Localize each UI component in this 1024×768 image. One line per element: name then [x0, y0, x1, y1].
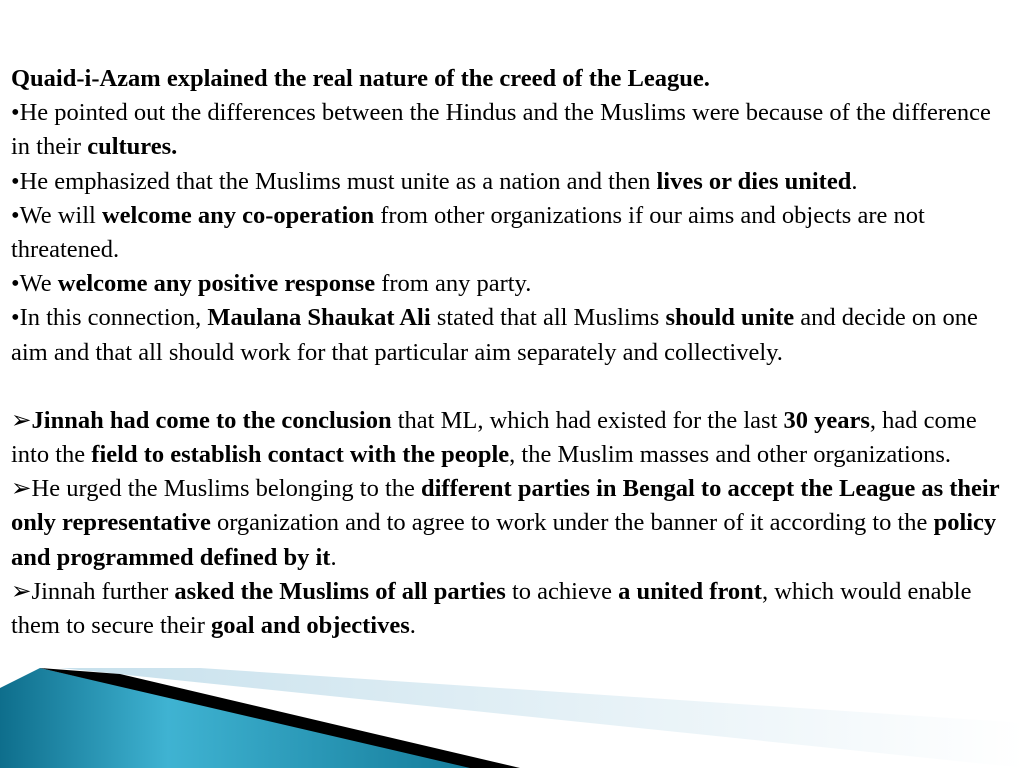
bullet-dot-icon: •: [11, 304, 20, 332]
body-text: He urged the Muslims belonging to the: [31, 475, 421, 503]
body-text: In this connection,: [19, 304, 208, 332]
arrow-bullet-item: [11, 404, 1016, 472]
emphasized-text: welcome any co-operation: [101, 201, 375, 229]
emphasized-text: lives or dies united: [656, 167, 852, 195]
emphasized-text: Jinnah had come to the conclusion: [31, 406, 392, 434]
emphasized-text: cultures.: [87, 133, 178, 161]
bullet-dot-icon: •: [11, 270, 20, 298]
emphasized-text: policy and programmed defined by it: [11, 509, 997, 571]
slide-body: [11, 62, 1016, 643]
body-text: We will: [19, 201, 102, 229]
slide-heading: Quaid-i-Azam explained the real nature of the creed of the League.: [11, 65, 710, 92]
body-text: We: [19, 270, 58, 298]
emphasized-text: Maulana Shaukat Ali: [207, 304, 431, 332]
bullet-list: [11, 96, 1016, 370]
bullet-dot-icon: •: [11, 167, 20, 195]
body-text: and decide on one aim and that all should work for that particular aim separately and collectively.: [11, 304, 978, 366]
decorative-swoosh-graphic: [0, 668, 1024, 768]
emphasized-text: should unite: [665, 304, 795, 332]
emphasized-text: different parties in Bengal to accept the League as their only representative: [11, 475, 1000, 537]
arrow-bullet-icon: ➢: [11, 475, 32, 503]
bullet-dot-icon: •: [11, 201, 20, 229]
body-text: organization and to agree to work under the banner of it according to the: [210, 509, 934, 537]
emphasized-text: field to establish contact with the people: [91, 441, 510, 469]
arrow-bullet-list: [11, 404, 1016, 643]
body-text: .: [851, 167, 858, 195]
body-text: , had come into the: [11, 406, 977, 469]
body-text: that ML, which had existed for the last: [391, 406, 784, 434]
body-text: , which would enable them to secure their: [11, 577, 972, 640]
body-text: stated that all Muslims: [430, 304, 666, 332]
body-text: from other organizations if our aims and objects are not threatened.: [11, 201, 925, 264]
arrow-bullet-icon: ➢: [11, 577, 32, 605]
body-text: He emphasized that the Muslims must unite as a nation and then: [19, 167, 657, 195]
bullet-dot-icon: •: [11, 99, 20, 127]
bullet-item: [11, 165, 1016, 199]
body-text: .: [330, 543, 337, 571]
body-text: .: [409, 612, 416, 640]
emphasized-text: a united front: [618, 577, 762, 605]
body-text: , the Muslim masses and other organizations.: [509, 441, 951, 469]
emphasized-text: 30 years: [783, 406, 870, 434]
bullet-item: [11, 267, 1016, 301]
arrow-bullet-item: [11, 472, 1016, 575]
arrow-bullet-icon: ➢: [11, 406, 32, 434]
bullet-item: [11, 96, 1016, 164]
body-text: from any party.: [375, 270, 532, 298]
body-text: Jinnah further: [31, 577, 175, 605]
body-text: He pointed out the differences between the Hindus and the Muslims were because of the difference in their: [11, 99, 991, 161]
emphasized-text: goal and objectives: [211, 612, 410, 640]
emphasized-text: welcome any positive response: [57, 270, 376, 298]
bullet-item: [11, 301, 1016, 369]
body-text: to achieve: [505, 577, 619, 605]
arrow-bullet-item: [11, 575, 1016, 643]
spacer: [11, 370, 1016, 404]
emphasized-text: asked the Muslims of all parties: [174, 577, 506, 605]
bullet-item: [11, 199, 1016, 267]
